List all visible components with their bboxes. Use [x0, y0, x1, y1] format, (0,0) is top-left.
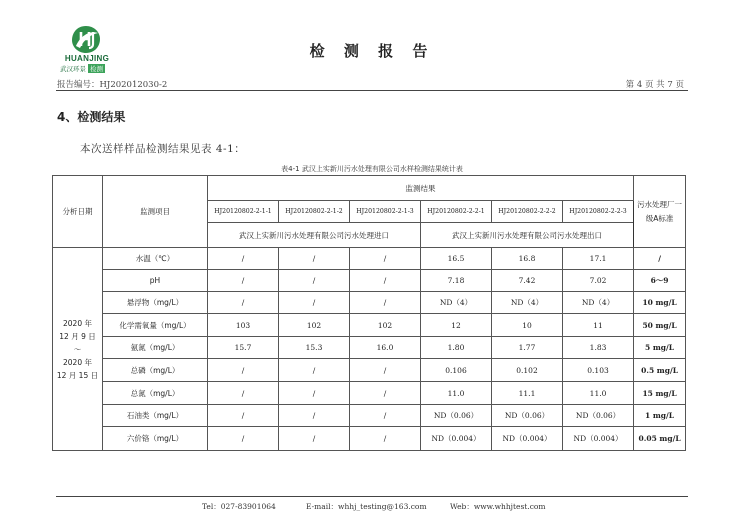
standard-cell: 5 mg/L	[634, 337, 686, 359]
value-cell: ND（0.06）	[421, 405, 492, 427]
value-cell: 11.1	[492, 382, 563, 405]
value-cell: /	[279, 359, 350, 382]
document-title: 检 测 报 告	[309, 42, 435, 60]
value-cell: 15.3	[279, 337, 350, 359]
footer-email: E-mail：whhj_testing@163.com	[306, 502, 427, 511]
standard-cell: 0.5 mg/L	[634, 359, 686, 382]
value-cell: /	[350, 359, 421, 382]
value-cell: 11.0	[563, 382, 634, 405]
item-name: pH	[103, 270, 208, 292]
value-cell: /	[279, 382, 350, 405]
value-cell: 12	[421, 314, 492, 337]
footer-tel: Tel：027-83901064	[202, 502, 276, 511]
table-row	[53, 270, 686, 292]
analysis-date-cell	[53, 248, 103, 451]
value-cell: /	[208, 359, 279, 382]
item-name: 总氮（mg/L）	[103, 382, 208, 405]
value-cell: 10	[492, 314, 563, 337]
table-row	[53, 292, 686, 314]
table-row	[53, 248, 686, 270]
value-cell: /	[350, 270, 421, 292]
value-cell: /	[208, 248, 279, 270]
footer-divider	[56, 496, 688, 497]
value-cell: 103	[208, 314, 279, 337]
sample-code: HJ20120802-2-1-2	[279, 201, 350, 223]
table-row	[53, 405, 686, 427]
logo-text-en: HUANJING	[64, 54, 110, 63]
value-cell: 15.7	[208, 337, 279, 359]
date-line: ～	[73, 344, 82, 354]
value-cell: /	[208, 270, 279, 292]
value-cell: 102	[279, 314, 350, 337]
value-cell: 16.8	[492, 248, 563, 270]
value-cell: 17.1	[563, 248, 634, 270]
page-info: 第 4 页 共 7 页	[625, 80, 684, 90]
value-cell: /	[208, 382, 279, 405]
value-cell: 7.18	[421, 270, 492, 292]
value-cell: /	[279, 248, 350, 270]
value-cell: ND（0.004）	[492, 427, 563, 451]
item-name: 石油类（mg/L）	[103, 405, 208, 427]
standard-cell: 1 mg/L	[634, 405, 686, 427]
item-name: 化学需氧量（mg/L）	[103, 314, 208, 337]
value-cell: 7.02	[563, 270, 634, 292]
value-cell: 102	[350, 314, 421, 337]
item-name: 总磷（mg/L）	[103, 359, 208, 382]
date-line: 12 月 9 日	[59, 331, 96, 341]
standard-cell: 50 mg/L	[634, 314, 686, 337]
value-cell: ND（4）	[492, 292, 563, 314]
item-name: 氨氮（mg/L）	[103, 337, 208, 359]
value-cell: /	[279, 270, 350, 292]
outlet-location: 武汉上实新川污水处理有限公司污水处理出口	[421, 223, 634, 248]
value-cell: 1.83	[563, 337, 634, 359]
standard-cell: 6～9	[634, 270, 686, 292]
sample-code: HJ20120802-2-1-1	[208, 201, 279, 223]
header-divider	[56, 90, 688, 91]
footer-web: Web：www.whhjtest.com	[450, 502, 546, 511]
value-cell: 0.103	[563, 359, 634, 382]
value-cell: /	[279, 427, 350, 451]
value-cell: ND（0.004）	[563, 427, 634, 451]
table-row	[53, 427, 686, 451]
value-cell: 16.0	[350, 337, 421, 359]
value-cell: /	[350, 382, 421, 405]
value-cell: 0.106	[421, 359, 492, 382]
value-cell: 1.80	[421, 337, 492, 359]
date-line: 12 月 15 日	[56, 370, 99, 380]
sample-code: HJ20120802-2-2-1	[421, 201, 492, 223]
value-cell: 11.0	[421, 382, 492, 405]
value-cell: 11	[563, 314, 634, 337]
item-name: 悬浮物（mg/L）	[103, 292, 208, 314]
value-cell: /	[350, 248, 421, 270]
value-cell: ND（4）	[563, 292, 634, 314]
value-cell: 0.102	[492, 359, 563, 382]
header-monitoring-item: 监测项目	[103, 176, 208, 248]
value-cell: ND（4）	[421, 292, 492, 314]
standard-cell: /	[634, 248, 686, 270]
table-row	[53, 382, 686, 405]
sample-code: HJ20120802-2-2-2	[492, 201, 563, 223]
sample-code: HJ20120802-2-1-3	[350, 201, 421, 223]
logo-cn-right: 检测	[90, 65, 103, 73]
header-monitoring-results: 监测结果	[208, 176, 634, 201]
section-title: 4、检测结果	[57, 110, 126, 124]
standard-cell: 15 mg/L	[634, 382, 686, 405]
value-cell: 16.5	[421, 248, 492, 270]
value-cell: /	[208, 405, 279, 427]
header-standard: 污水处理厂一级A标准	[634, 176, 686, 248]
logo-cn-left: 武汉环景	[60, 65, 86, 73]
header-analysis-date: 分析日期	[53, 176, 103, 248]
value-cell: /	[350, 405, 421, 427]
table-row	[53, 314, 686, 337]
inlet-location: 武汉上实新川污水处理有限公司污水处理进口	[208, 223, 421, 248]
value-cell: ND（0.06）	[492, 405, 563, 427]
intro-text: 本次送样样品检测结果见表 4-1：	[80, 143, 246, 155]
sample-code: HJ20120802-2-2-3	[563, 201, 634, 223]
date-line: 2020 年	[63, 357, 92, 367]
logo-text-cn	[60, 64, 105, 73]
value-cell: /	[350, 292, 421, 314]
value-cell: /	[279, 292, 350, 314]
table-row	[53, 337, 686, 359]
date-line: 2020 年	[63, 318, 92, 328]
value-cell: ND（0.06）	[563, 405, 634, 427]
report-number: 报告编号：HJ202012030-2	[57, 80, 168, 90]
value-cell: ND（0.004）	[421, 427, 492, 451]
standard-cell: 10 mg/L	[634, 292, 686, 314]
table-row	[53, 359, 686, 382]
standard-cell: 0.05 mg/L	[634, 427, 686, 451]
item-name: 水温（℃）	[103, 248, 208, 270]
value-cell: /	[208, 292, 279, 314]
value-cell: 1.77	[492, 337, 563, 359]
table-caption: 表4-1 武汉上实新川污水处理有限公司水样检测结果统计表	[281, 165, 463, 173]
results-table	[52, 175, 686, 451]
value-cell: /	[350, 427, 421, 451]
value-cell: /	[279, 405, 350, 427]
value-cell: /	[208, 427, 279, 451]
item-name: 六价铬（mg/L）	[103, 427, 208, 451]
value-cell: 7.42	[492, 270, 563, 292]
